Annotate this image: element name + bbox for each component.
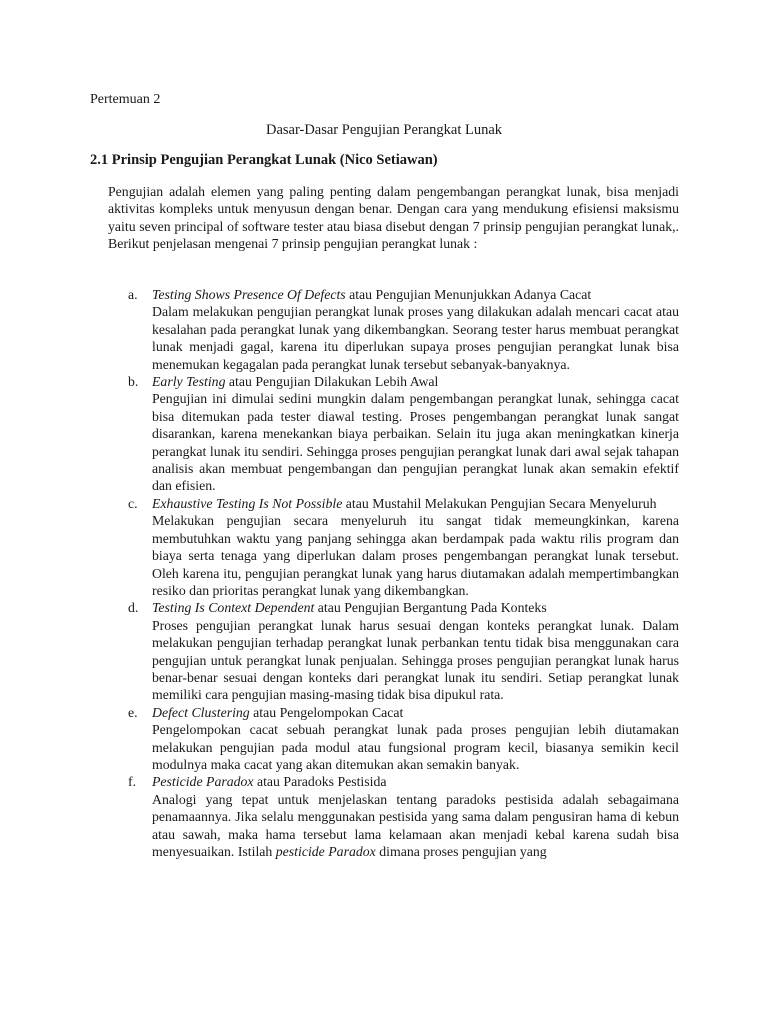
principle-title-english: Early Testing <box>152 374 226 390</box>
principle-body <box>152 773 679 860</box>
principle-title <box>152 286 679 303</box>
list-marker: e. <box>128 704 138 720</box>
intro-paragraph: Pengujian adalah elemen yang paling penting dalam pengembangan perangkat lunak, bisa menjadi aktivitas kompleks untuk menyusun dengan benar. Dengan cara yang mendukung efisiensi maksismu yaitu seven principal of software tester atau biasa disebut dengan 7 prinsip pengujian perangkat lunak,. Berikut penjelasan mengenai 7 prinsip pengujian perangkat lunak : <box>108 184 679 252</box>
list-item-principle-f <box>128 773 679 860</box>
principle-description: Proses pengujian perangkat lunak harus sesuai dengan konteks perangkat lunak. Dalam melakukan pengujian terhadap perangkat lunak perbankan tentu tidak bisa menggunakan cara pengujian untuk perangkat lunak penjualan. Sehingga proses pengujian perangkat lunak harus benar-benar sesuai dengan konteks dari perangkat lunak itu sendiri. Setiap perangkat lunak memiliki cara pengujian masing-masing tidak bisa dipukul rata. <box>152 617 679 703</box>
list-item-principle-c <box>128 495 679 599</box>
principle-title <box>152 704 679 721</box>
principle-title-indonesian: atau Pengelompokan Cacat <box>249 704 404 720</box>
list-marker: f. <box>128 774 137 790</box>
principle-title <box>152 599 679 616</box>
principle-title <box>152 495 679 512</box>
principle-description: Pengelompokan cacat sebuah perangkat lunak pada proses pengujian lebih diutamakan melakukan pengujian pada modul atau fungsional program kecil, biasanya semikin kecil modulnya maka cacat yang akan ditemukan akan semakin banyak. <box>152 722 679 772</box>
principle-body <box>152 704 679 774</box>
principle-body <box>152 286 679 373</box>
principle-description: Melakukan pengujian secara menyeluruh itu sangat tidak memeungkinkan, karena membutuhkan waktu yang panjang sehingga akan berdampak pada waktu rilis program dan biaya serta tenaga yang diperlukan dalam proses pengembangan perangkat lunak tersebut. Oleh karena itu, pengujian perangkat lunak yang harus diutamakan adalah mempertimbangkan resiko dan prioritas perangkat lunak yang dikembangkan. <box>152 513 679 598</box>
section-heading: 2.1 Prinsip Pengujian Perangkat Lunak (Nico Setiawan) <box>90 152 438 168</box>
list-marker: d. <box>128 600 139 616</box>
list-item-principle-a <box>128 286 679 373</box>
principle-title-indonesian: atau Paradoks Pestisida <box>253 774 387 790</box>
list-item-principle-e <box>128 704 679 774</box>
principle-title-english: Testing Is Context Dependent <box>152 600 315 616</box>
principle-title-english: Defect Clustering <box>152 704 250 720</box>
principle-title-english: Testing Shows Presence Of Defects <box>152 287 346 302</box>
principle-title-indonesian: atau Pengujian Bergantung Pada Konteks <box>314 600 547 616</box>
description-text: dimana proses pengujian yang <box>375 844 547 859</box>
document-title: Dasar-Dasar Pengujian Perangkat Lunak <box>265 122 503 138</box>
principle-body <box>152 495 679 599</box>
principle-description: Dalam melakukan pengujian perangkat lunak proses yang dilakukan adalah mencari cacat atau kesalahan pada perangkat lunak yang dikembangkan. Seorang tester harus membuat perangkat lunak menjadi gagal, karena itu diperlukan supaya proses pengujian perangkat lunak bisa menemukan kegagalan pada perangkat lunak tersebut sebanyak-banyaknya. <box>152 304 679 372</box>
principles-list <box>128 286 679 860</box>
principle-title-english: Pesticide Paradox <box>152 774 254 790</box>
list-marker: a. <box>128 287 138 302</box>
principle-title-indonesian: atau Pengujian Dilakukan Lebih Awal <box>225 374 439 390</box>
list-marker: c. <box>128 495 138 511</box>
principle-body <box>152 599 679 703</box>
principle-title <box>152 373 679 390</box>
list-item-principle-b <box>128 373 679 495</box>
description-emphasis: pesticide Paradox <box>275 844 376 859</box>
principle-title-english: Exhaustive Testing Is Not Possible <box>152 495 343 511</box>
principle-title-indonesian: atau Mustahil Melakukan Pengujian Secara Menyeluruh <box>342 495 657 511</box>
principle-title-indonesian: atau Pengujian Menunjukkan Adanya Cacat <box>345 287 592 302</box>
principle-description <box>152 791 679 861</box>
principle-body <box>152 373 679 495</box>
principle-description: Pengujian ini dimulai sedini mungkin dalam pengembangan perangkat lunak, sehingga cacat bisa ditemukan pada tester diawal testing. Proses pengembangan perangkat lunak sangat disarankan, karena menekankan biaya perbaikan. Selain itu juga akan meningkatkan kinerja perangkat lunak itu sendiri. Sehingga proses pengujian perangkat lunak dari awal sejak tahapan analisis akan membuat pengembangan dan pengujian perangkat lunak akan semakin efektif dan efisien. <box>152 391 679 494</box>
principle-title <box>152 773 679 790</box>
description-text: Analogi yang tepat untuk menjelaskan tentang paradoks pestisida adalah sebagaimana penamaannya. Jika selalu menggunakan pestisida yang sama dalam pengusiran hama di kebun atau sawah, maka hama tersebut lama kelamaan akan menjadi kebal karena sudah bisa menyesuaikan. Istilah <box>152 791 679 859</box>
list-marker: b. <box>128 374 139 390</box>
list-item-principle-d <box>128 599 679 703</box>
meeting-label: Pertemuan 2 <box>90 92 161 107</box>
